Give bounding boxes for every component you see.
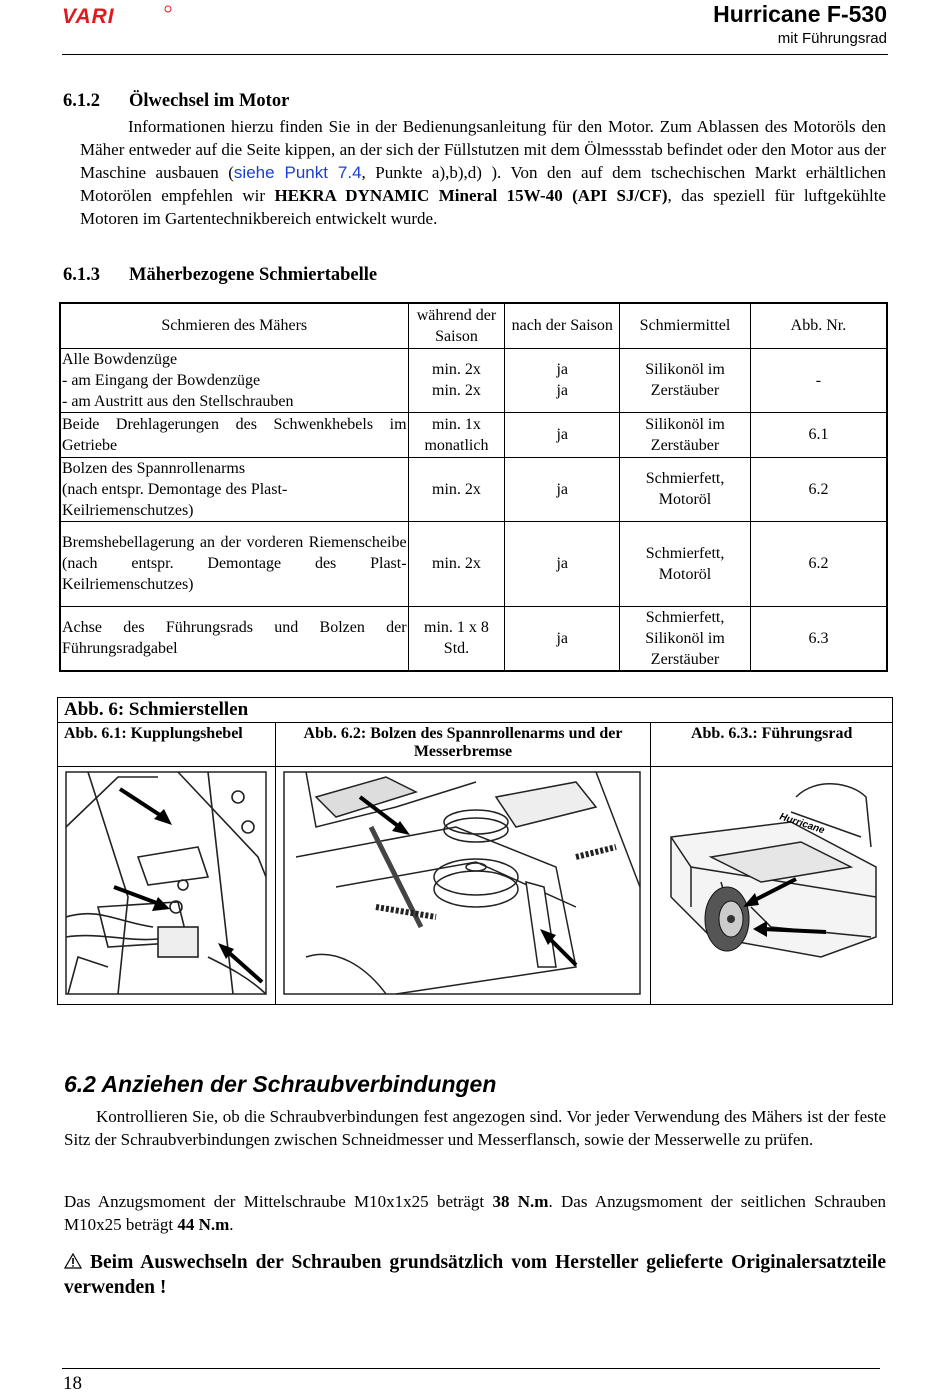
table-cell <box>620 606 751 671</box>
column-header: während der Saison <box>408 303 505 348</box>
guide-wheel <box>705 887 749 951</box>
table-cell: ja <box>505 457 620 521</box>
figure-captions-row <box>58 723 893 767</box>
cell-line: Alle Bowdenzüge <box>62 350 178 368</box>
table-row <box>60 348 887 412</box>
cell-line: Keilriemenschutzes) <box>62 501 194 519</box>
lubrication-table-wrap <box>59 302 890 672</box>
cell-line: Silikonöl im <box>645 415 725 433</box>
cell-line: Silikonöl im <box>645 361 725 378</box>
torque-paragraph <box>64 1190 886 1236</box>
torque-value: 44 N.m <box>177 1215 230 1234</box>
table-cell <box>408 412 505 457</box>
vari-logo-mark <box>62 5 115 25</box>
text-run: Das Anzugsmoment der Mittelschraube M10x1x25 beträgt <box>64 1192 493 1211</box>
cell-line: Schmierfett, <box>645 470 725 487</box>
oil-change-paragraph <box>80 115 886 230</box>
cell-line: Silikonöl im <box>645 629 725 647</box>
table-cell: Beide Drehlagerungen des Schwenkhebels im Getriebe <box>60 412 408 457</box>
table-cell: 6.3 <box>750 606 887 671</box>
text-run: . Das Anzugsmoment der seitlichen Schrauben M10x25 beträgt <box>64 1192 886 1234</box>
text-run: , Punkte a),b),d) ). Von den auf dem tschechischen Markt erhältlichen Motorölen empfehlen wir <box>80 163 886 205</box>
svg-text:VARI: VARI <box>62 5 115 25</box>
warning-text <box>64 1250 886 1300</box>
table-cell: 6.1 <box>750 412 887 457</box>
tension-arm-drawing <box>276 767 650 999</box>
cell-line: Zerstäuber <box>650 650 720 668</box>
section-heading-613 <box>63 265 377 286</box>
header-rule <box>62 54 888 55</box>
table-cell <box>60 457 408 521</box>
column-header: Schmieren des Mähers <box>60 303 408 348</box>
figure-title: Abb. 6: Schmierstellen <box>58 698 893 723</box>
document-subtitle: mit Führungsrad <box>777 30 887 47</box>
text-run: . <box>229 1215 234 1234</box>
table-row <box>60 606 887 671</box>
table-cell: ja <box>505 412 620 457</box>
document-title: Hurricane F-530 <box>713 1 887 27</box>
guide-wheel-drawing <box>651 767 891 999</box>
table-row <box>60 457 887 521</box>
column-header: Schmiermittel <box>620 303 751 348</box>
vari-logo <box>62 5 174 25</box>
table-cell: min. 2x <box>408 457 505 521</box>
figure-table <box>57 697 893 1005</box>
warning-message: Beim Auswechseln der Schrauben grundsätzlich vom Hersteller gelieferte Originalersatzteile verwenden ! <box>64 1252 886 1298</box>
footer-rule <box>62 1368 880 1369</box>
table-cell: Bremshebellagerung an der vorderen Riemenscheibe (nach entspr. Demontage des Plast-Keilriemenschutzes) <box>60 521 408 606</box>
table-cell: ja <box>505 521 620 606</box>
figure-caption-6-1: Abb. 6.1: Kupplungshebel <box>58 723 276 767</box>
figure-caption-6-2: Abb. 6.2: Bolzen des Spannrollenarms und der Messerbremse <box>275 723 651 767</box>
table-cell <box>620 412 751 457</box>
cell-line: (nach entspr. Demontage des Plast- <box>62 480 288 498</box>
table-header-row <box>60 303 887 348</box>
figure-caption-6-3: Abb. 6.3.: Führungsrad <box>651 723 893 767</box>
section-number: 6.1.3 <box>63 265 100 285</box>
figure-cell <box>651 767 893 1005</box>
cell-line: min. 2x <box>432 382 481 399</box>
cell-line: Schmierfett, <box>645 608 725 626</box>
tightening-paragraph: Kontrollieren Sie, ob die Schraubverbindungen fest angezogen sind. Vor jeder Verwendung des Mähers ist der feste Sitz der Schraubverbindungen zwischen Schneidmesser und Messerflansch, sowie der Messerwelle zu prüfen. <box>64 1107 886 1149</box>
text-run: Informationen hierzu finden Sie in der Bedienungsanleitung für den Motor. Zum Ablassen des Motoröls den Mäher entweder auf die Seite kippen, an der sich der Füllstutzen mit dem Ölmessstab befindet oder den Motor aus der Maschine ausbauen ( <box>80 117 886 182</box>
table-cell <box>408 606 505 671</box>
section-title: Mäherbezogene Schmiertabelle <box>129 265 378 285</box>
table-row <box>60 412 887 457</box>
table-cell <box>408 348 505 412</box>
clutch-lever-drawing <box>58 767 274 999</box>
cell-line: Motoröl <box>658 565 712 583</box>
warning-triangle-icon <box>64 1253 82 1269</box>
warning-block <box>64 1250 886 1300</box>
table-cell: min. 2x <box>408 521 505 606</box>
torque-value: 38 N.m <box>492 1192 549 1211</box>
table-cell: ja <box>505 606 620 671</box>
cell-line: - am Eingang der Bowdenzüge <box>62 371 261 389</box>
cell-line: min. 1 x 8 <box>424 619 489 636</box>
cell-line: Motoröl <box>658 491 712 508</box>
column-header: nach der Saison <box>505 303 620 348</box>
table-cell: 6.2 <box>750 521 887 606</box>
table-cell <box>620 348 751 412</box>
cell-line: min. 2x <box>432 361 481 378</box>
figure-cell <box>275 767 651 1005</box>
cell-line: ja <box>556 361 569 378</box>
table-cell: Achse des Führungsrads und Bolzen der Führungsradgabel <box>60 606 408 671</box>
cell-line: Bolzen des Spannrollenarms <box>62 459 246 477</box>
figure-cell <box>58 767 276 1005</box>
section-heading-62: 6.2 Anziehen der Schraubverbindungen <box>64 1071 497 1097</box>
table-cell <box>620 521 751 606</box>
cell-line: Std. <box>443 640 470 657</box>
table-cell <box>620 457 751 521</box>
cross-reference-link[interactable]: siehe Punkt 7.4 <box>233 163 362 182</box>
cell-line: min. 1x <box>432 415 481 433</box>
table-cell: - <box>750 348 887 412</box>
figure-title-row <box>58 698 893 723</box>
cell-line: - am Austritt aus den Stellschrauben <box>62 392 294 410</box>
table-cell: 6.2 <box>750 457 887 521</box>
figure-images-row <box>58 767 893 1005</box>
lubrication-table <box>59 302 888 672</box>
section-number: 6.1.2 <box>63 91 100 111</box>
cell-line: Zerstäuber <box>650 382 720 399</box>
oil-recommendation: HEKRA DYNAMIC Mineral 15W-40 (API SJ/CF) <box>274 186 668 205</box>
table-cell <box>505 348 620 412</box>
text-run: , das speziell für luftgekühlte Motoren im Gartentechnikbereich entwickelt wurde. <box>80 186 886 228</box>
column-header: Abb. Nr. <box>750 303 887 348</box>
table-row <box>60 521 887 606</box>
section-heading-612 <box>63 91 289 112</box>
cell-line: ja <box>556 382 569 399</box>
cell-line: monatlich <box>424 436 489 454</box>
page-number: 18 <box>63 1373 82 1394</box>
cell-line: Schmierfett, <box>645 544 725 562</box>
cell-line: Zerstäuber <box>650 436 720 454</box>
section-title: Ölwechsel im Motor <box>129 91 290 111</box>
mower-brand-label: Hurricane <box>778 811 827 837</box>
table-cell <box>60 348 408 412</box>
figure-6 <box>57 697 893 1005</box>
